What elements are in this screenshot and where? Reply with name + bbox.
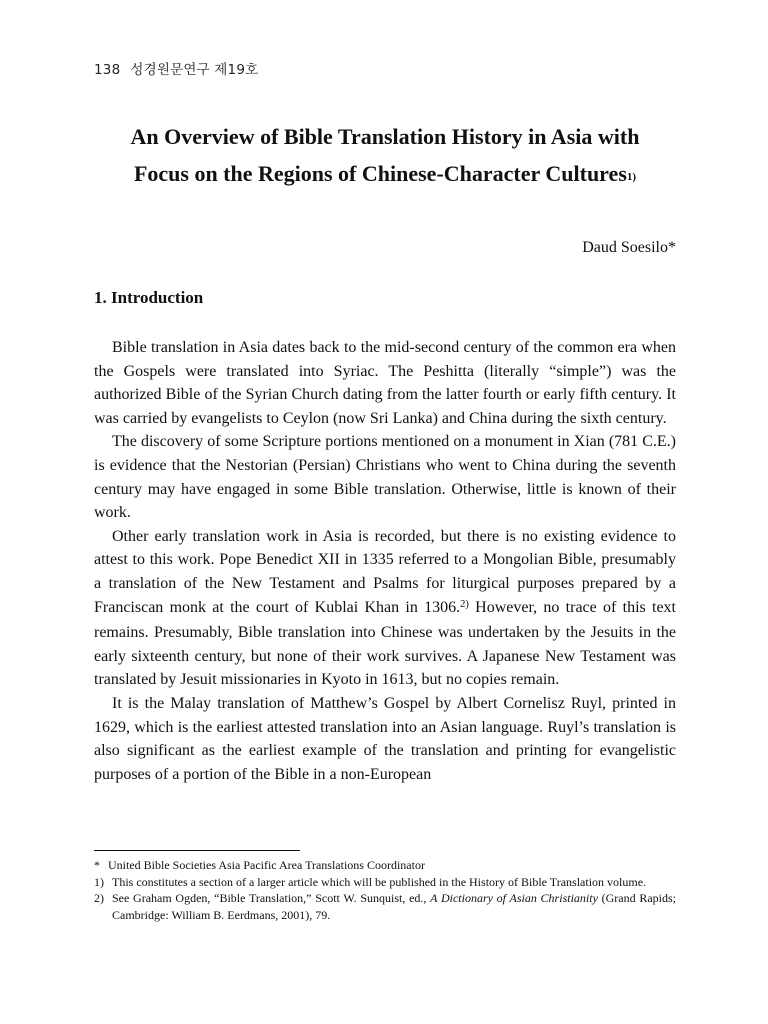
- footnotes: [94, 857, 676, 923]
- footnote-mark: *: [94, 858, 100, 872]
- footnote-divider: [94, 850, 300, 851]
- footnote-1: [94, 874, 676, 891]
- body-text: [94, 336, 676, 786]
- paragraph-3: [94, 525, 676, 692]
- author-name: Daud Soesilo*: [582, 239, 676, 256]
- footnote-star: [94, 857, 676, 874]
- footnote-text: United Bible Societies Asia Pacific Area Translations Coordinator: [108, 858, 425, 872]
- paragraph-3-text-b: However, no trace of this text remains. Presumably, Bible translation into Chinese was undertaken by the Jesuits in the early sixteenth century, but none of their work survives. A Japanese New Testament was translated by Jesuit missionaries in Kyoto in 1613, but no copies remain.: [94, 598, 677, 689]
- paragraph-4: It is the Malay translation of Matthew’s Gospel by Albert Cornelisz Ruyl, printed in 1629, which is the earliest attested translation into an Asian language. Ruyl’s translation is also significant as the earliest example of the translation and printing for evangelistic purposes of a portion of the Bible in a non-European: [94, 694, 676, 783]
- page-number: 138: [94, 62, 121, 78]
- paragraph-1: Bible translation in Asia dates back to the mid-second century of the common era when the Gospels were translated into Syriac. The Peshitta (literally “simple”) was the authorized Bible of the Syrian Church dating from the latter fourth or early fifth century. It was carried by evangelists to Ceylon (now Sri Lanka) and China during the sixth century.: [94, 339, 676, 427]
- footnote-2-text-a: See Graham Ogden, “Bible Translation,” Scott W. Sunquist, ed.,: [112, 891, 431, 905]
- footnote-2-book-title: A Dictionary of Asian Christianity: [430, 891, 598, 905]
- footnote-text: [112, 890, 676, 923]
- section-heading: 1. Introduction: [94, 288, 204, 307]
- footnote-mark: 1): [94, 874, 104, 889]
- footnote-2-text-b: (Grand Rapids; Cambridge: William B. Eerdmans, 2001), 79.: [112, 891, 676, 922]
- footnote-2: [94, 890, 676, 923]
- title-footnote-ref[interactable]: 1): [626, 171, 637, 183]
- journal-name: 성경원문연구 제19호: [130, 62, 259, 78]
- footnote-text: This constitutes a section of a larger article which will be published in the History of Bible Translation volume.: [112, 874, 647, 889]
- footnote-mark: 2): [94, 891, 104, 905]
- running-head: [94, 58, 258, 78]
- paragraph-3-text-a: Other early translation work in Asia is recorded, but there is no existing evidence to attest to this work. Pope Benedict XII in 1335 referred to a Mongolian Bible, presumably a translation of the New Testament and Psalms for liturgical purposes prepared by a Franciscan monk at the court of Kublai Khan in 1306.: [94, 527, 676, 616]
- article-title: [94, 118, 676, 197]
- footnote-ref-2[interactable]: 2): [460, 598, 469, 610]
- paragraph-2: The discovery of some Scripture portions mentioned on a monument in Xian (781 C.E.) is evidence that the Nestorian (Persian) Christians who went to China during the seventh century may have engaged in some Bible translation. Otherwise, little is known of their work.: [94, 433, 676, 522]
- title-line-2: Focus on the Regions of Chinese-Character Cultures: [133, 161, 627, 186]
- title-line-1: An Overview of Bible Translation History in Asia with: [130, 124, 640, 149]
